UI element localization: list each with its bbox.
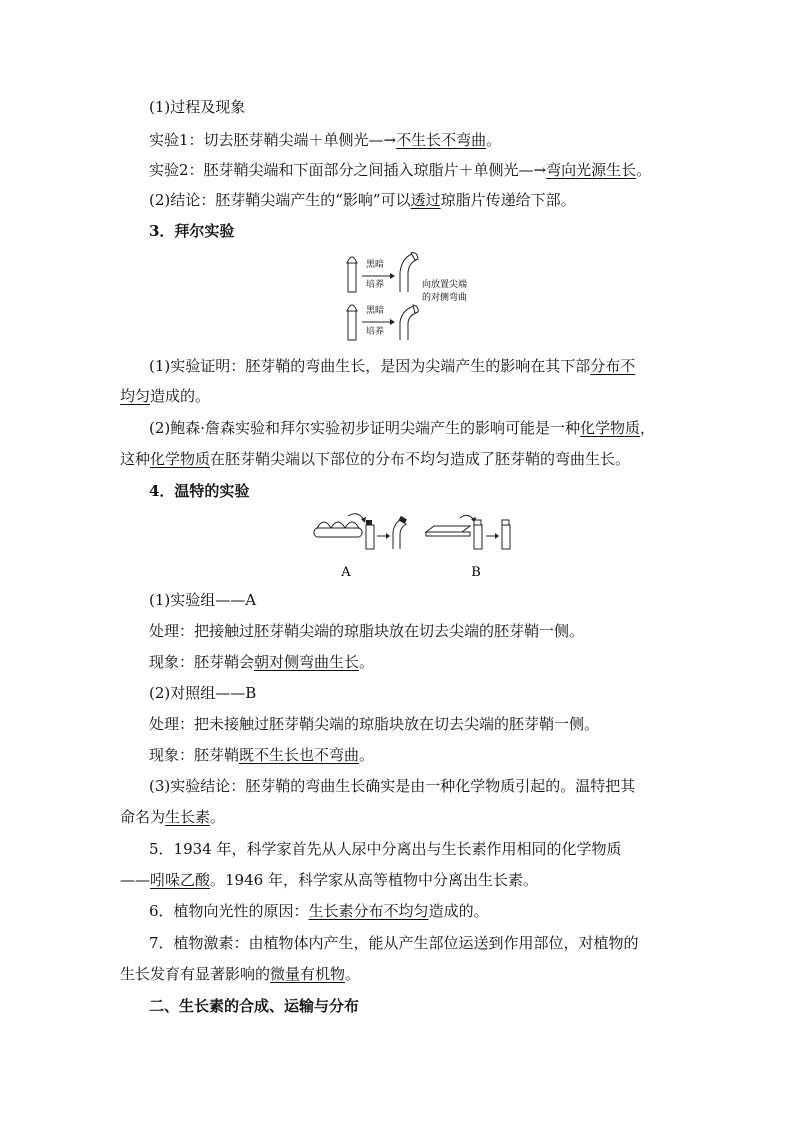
section-5-dash: —— xyxy=(120,871,150,889)
experiment-phenomenon-line xyxy=(149,652,374,672)
conclusion-line xyxy=(149,190,576,210)
section-6-suffix: 造成的。 xyxy=(428,902,489,920)
went-experiment-figure xyxy=(310,510,530,582)
section-5-line2 xyxy=(120,870,538,890)
section-3-p2-answer-b: 化学物质 xyxy=(150,450,211,468)
arrow-a-head xyxy=(386,533,390,539)
section-5-line1: 5．1934 年，科学家首先从人尿中分离出与生长素作用相同的化学物质 xyxy=(149,840,622,858)
experiment-1-suffix: 。 xyxy=(486,131,502,149)
paal-experiment-figure xyxy=(338,250,488,345)
decapitated-coleoptile-a xyxy=(366,520,374,549)
section-3-p2-line1 xyxy=(149,418,655,438)
section-3-p1-line1 xyxy=(149,356,635,376)
plain-agar-b xyxy=(426,526,470,536)
section-4-conclusion-line2 xyxy=(120,807,225,827)
section-3-p2-prefix: (2)鲍森·詹森实验和拜尔实验初步证明尖端产生的影响可能是一种 xyxy=(149,419,581,437)
section-7-prefix: 生长发育有显著影响的 xyxy=(120,965,271,983)
unchanged-coleoptile-b xyxy=(502,520,510,549)
bent-coleoptile-top xyxy=(400,253,418,292)
arrow-b-head xyxy=(495,533,499,539)
section-4-conclusion-suffix: 。 xyxy=(210,808,226,826)
experiment-1-prefix: 实验1：切去胚芽鞘尖端＋单侧光—→ xyxy=(149,131,397,149)
conclusion-answer: 透过 xyxy=(410,191,441,209)
section-4-conclusion-answer: 生长素 xyxy=(165,808,211,826)
section-3-p1-suffix: 造成的。 xyxy=(150,387,211,405)
section-3-p1-prefix: (1)实验证明：胚芽鞘的弯曲生长，是因为尖端产生的影响在其下部 xyxy=(149,357,591,375)
section-6-answer: 生长素分布不均匀 xyxy=(308,902,429,920)
section-5-answer: 吲哚乙酸 xyxy=(150,871,211,889)
paal-coleoptile-top xyxy=(347,257,357,292)
section-3-title: 3．拜尔实验 xyxy=(149,222,235,240)
experiment-2-suffix: 。 xyxy=(636,161,652,179)
conclusion-suffix: 琼脂片传递给下部。 xyxy=(440,191,576,209)
tips-on-agar-a xyxy=(314,522,362,537)
section-3-p2-line2 xyxy=(120,449,630,469)
transfer-arrow-a-head xyxy=(361,517,366,523)
experiment-2-line xyxy=(149,160,651,180)
arrow-bottom-head xyxy=(390,319,395,325)
section-4-conclusion-line1: (3)实验结论：胚芽鞘的弯曲生长确实是由一种化学物质引起的。温特把其 xyxy=(149,777,636,795)
label-dark-2: 黑暗 xyxy=(366,306,385,316)
process-heading: (1)过程及现象 xyxy=(149,98,246,116)
experiment-group-line: (1)实验组——A xyxy=(149,591,257,609)
experiment-2-answer: 弯向光源生长 xyxy=(546,161,637,179)
section-6-line xyxy=(149,901,489,921)
bent-coleoptile-a xyxy=(393,516,407,549)
paal-coleoptile-bottom xyxy=(347,305,357,340)
section-3-p1-answer-b: 均匀 xyxy=(120,387,151,405)
section-heading: 二、生长素的合成、运输与分布 xyxy=(149,997,360,1015)
experiment-2-prefix: 实验2：胚芽鞘尖端和下面部分之间插入琼脂片＋单侧光—→ xyxy=(149,161,547,179)
control-phenomenon-line xyxy=(149,745,374,765)
note-line-1: 向放置尖端 xyxy=(422,280,468,290)
section-3-p2-answer-a: 化学物质 xyxy=(580,419,641,437)
label-culture-1: 培养 xyxy=(366,280,385,290)
bent-coleoptile-bottom xyxy=(400,305,418,340)
section-4-title: 4．温特的实验 xyxy=(149,482,250,500)
label-a: A xyxy=(341,565,351,580)
experiment-phenomenon-suffix: 。 xyxy=(359,653,375,671)
section-6-prefix: 6．植物向光性的原因： xyxy=(149,902,309,920)
arrow-top-head xyxy=(390,273,395,279)
section-7-line1: 7．植物激素：由植物体内产生，能从产生部位运送到作用部位，对植物的 xyxy=(149,934,639,952)
experiment-treatment-line: 处理：把接触过胚芽鞘尖端的琼脂块放在切去尖端的胚芽鞘一侧。 xyxy=(149,622,585,640)
control-group-line: (2)对照组——B xyxy=(149,684,257,702)
control-phenomenon-answer: 既不生长也不弯曲 xyxy=(239,746,360,764)
experiment-1-line xyxy=(149,130,501,150)
label-dark-1: 黑暗 xyxy=(366,260,385,270)
section-3-p2-line2-prefix: 这种 xyxy=(120,450,151,468)
control-phenomenon-suffix: 。 xyxy=(359,746,375,764)
experiment-1-answer: 不生长不弯曲 xyxy=(396,131,487,149)
experiment-phenomenon-answer: 朝对侧弯曲生长 xyxy=(254,653,360,671)
label-culture-2: 培养 xyxy=(366,327,385,337)
section-3-p2-suffix-b: 在胚芽鞘尖端以下部位的分布不均匀造成了胚芽鞘的弯曲生长。 xyxy=(210,450,631,468)
section-7-line2 xyxy=(120,964,360,984)
decapitated-coleoptile-b xyxy=(474,520,482,549)
section-7-answer: 微量有机物 xyxy=(270,965,346,983)
section-3-p1-line2 xyxy=(120,386,210,406)
section-3-p1-answer-a: 分布不 xyxy=(590,357,636,375)
section-4-conclusion-prefix: 命名为 xyxy=(120,808,166,826)
control-phenomenon-prefix: 现象：胚芽鞘 xyxy=(149,746,240,764)
section-7-suffix: 。 xyxy=(345,965,361,983)
control-treatment-line: 处理：把未接触过胚芽鞘尖端的琼脂块放在切去尖端的胚芽鞘一侧。 xyxy=(149,715,600,733)
conclusion-prefix: (2)结论：胚芽鞘尖端产生的“影响”可以 xyxy=(149,191,411,209)
experiment-phenomenon-prefix: 现象：胚芽鞘会 xyxy=(149,653,255,671)
section-5-suffix: 。1946 年，科学家从高等植物中分离出生长素。 xyxy=(210,871,538,889)
note-line-2: 的对侧弯曲 xyxy=(422,293,468,303)
section-3-p2-suffix-a: ， xyxy=(640,419,656,437)
label-b: B xyxy=(471,565,481,580)
